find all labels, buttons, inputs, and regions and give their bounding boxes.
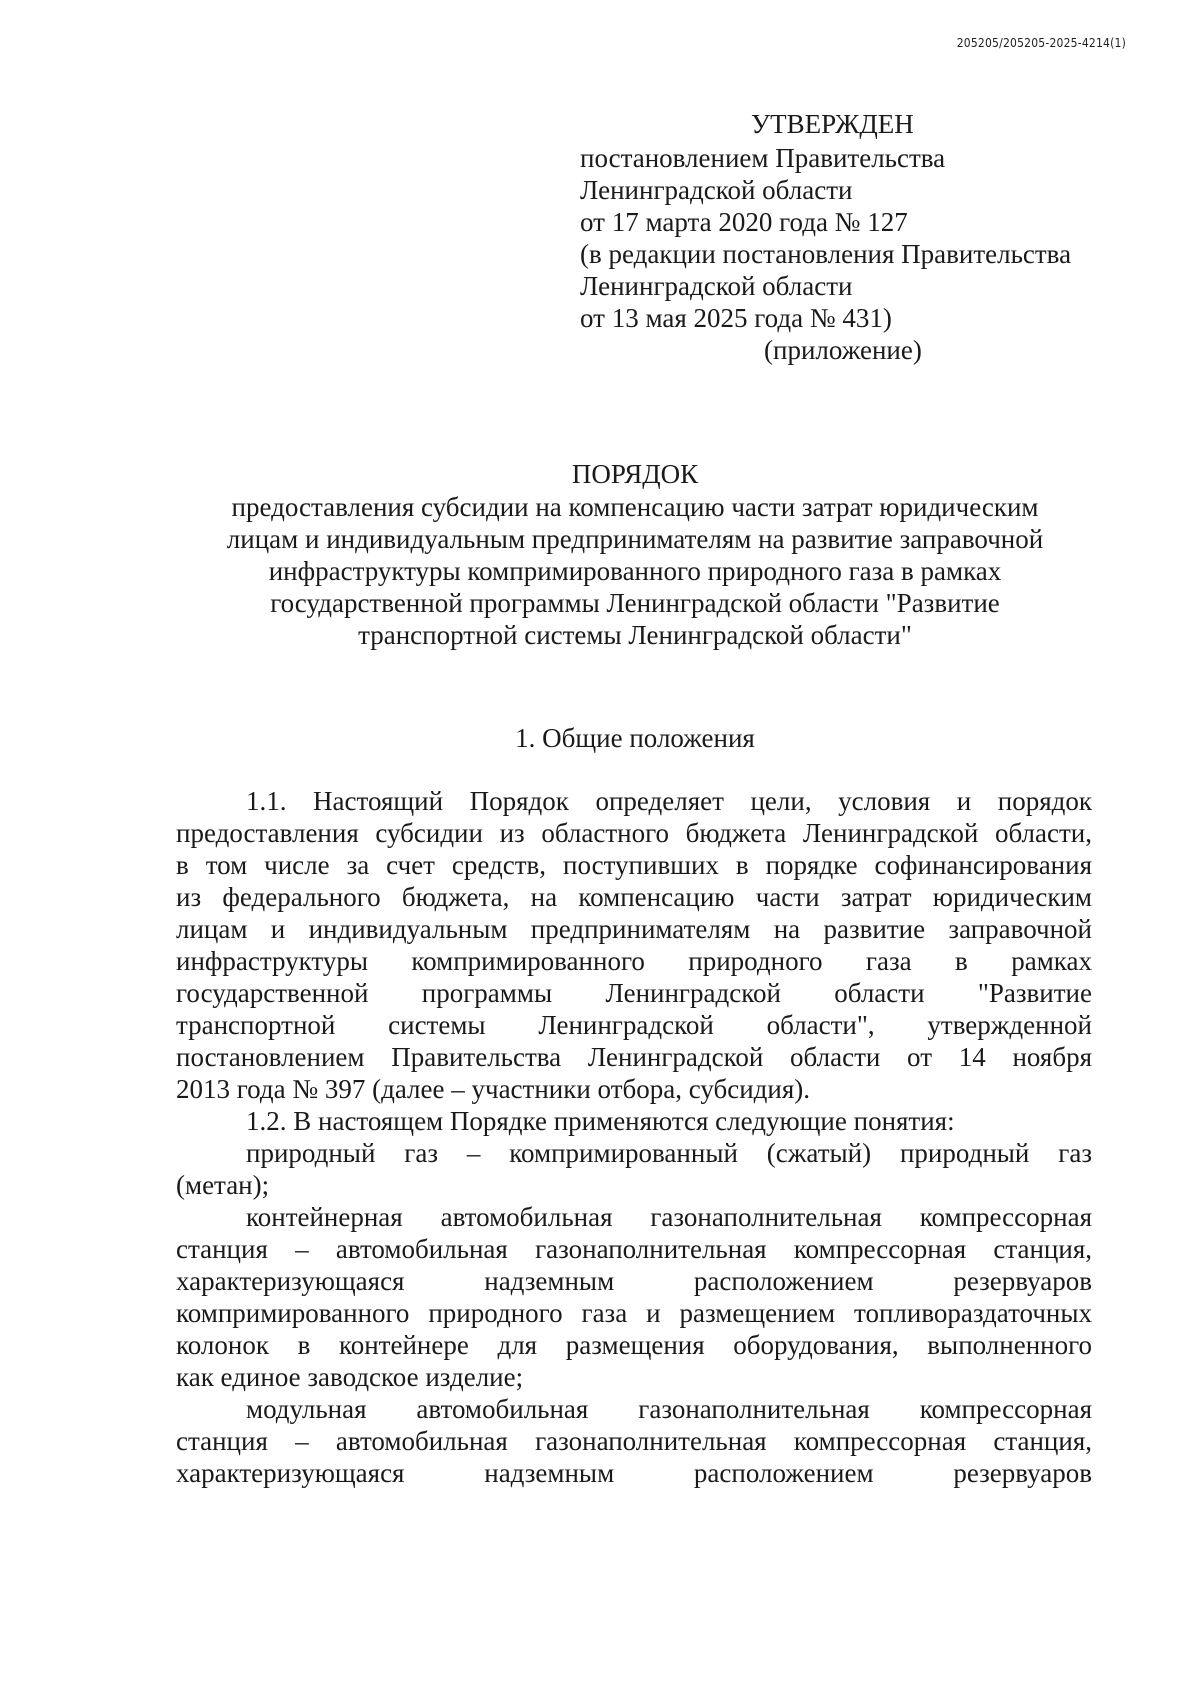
definition-modular-station xyxy=(176,1393,1092,1489)
text-line: как единое заводское изделие; xyxy=(176,1362,524,1392)
title-line: транспортной системы Ленинградской области" xyxy=(358,620,912,650)
title-line: лицам и индивидуальным предпринимателям на развитие заправочной xyxy=(226,524,1044,554)
text-line: из федерального бюджета, на компенсацию части затрат юридическим xyxy=(176,882,1092,912)
section-heading: 1. Общие положения xyxy=(515,723,755,753)
approval-line: (в редакции постановления Правительства xyxy=(580,239,1072,269)
text-line: 2013 года № 397 (далее – участники отбора, субсидия). xyxy=(176,1074,811,1104)
text-line: модульная автомобильная газонаполнительная компрессорная xyxy=(246,1394,1092,1424)
approval-line: от 17 марта 2020 года № 127 xyxy=(580,207,908,237)
approval-line: от 13 мая 2025 года № 431) xyxy=(580,303,892,333)
definition-natural-gas xyxy=(176,1137,1092,1201)
document-title xyxy=(175,458,1095,651)
approval-line: Ленинградской области xyxy=(580,175,853,205)
text-line: государственной программы Ленинградской области "Развитие xyxy=(176,978,1092,1008)
approval-line: Ленинградской области xyxy=(580,271,853,301)
text-line: 1.2. В настоящем Порядке применяются следующие понятия: xyxy=(246,1106,955,1136)
text-line: лицам и индивидуальным предпринимателям на развитие заправочной xyxy=(176,914,1092,944)
approval-line: постановлением Правительства xyxy=(580,143,946,173)
text-line: транспортной системы Ленинградской области", утвержденной xyxy=(176,1010,1092,1040)
clause-1-1 xyxy=(176,785,1092,1105)
text-line: контейнерная автомобильная газонаполнительная компрессорная xyxy=(246,1202,1092,1232)
document-id: 205205/205205-2025-4214(1) xyxy=(956,36,1126,50)
definition-container-station xyxy=(176,1201,1092,1393)
text-line: станция – автомобильная газонаполнительная компрессорная станция, xyxy=(176,1234,1092,1264)
title-line: предоставления субсидии на компенсацию части затрат юридическим xyxy=(231,492,1039,522)
title-line: государственной программы Ленинградской области "Развитие xyxy=(270,588,1000,618)
text-line: 1.1. Настоящий Порядок определяет цели, условия и порядок xyxy=(246,786,1092,816)
text-line: постановлением Правительства Ленинградской области от 14 ноября xyxy=(176,1042,1092,1072)
approval-title: УТВЕРЖДЕН xyxy=(751,109,914,139)
title-line: инфраструктуры компримированного природного газа в рамках xyxy=(268,556,1002,586)
text-line: предоставления субсидии из областного бюджета Ленинградской области, xyxy=(176,818,1092,848)
text-line: характеризующаяся надземным расположением резервуаров xyxy=(176,1458,1092,1488)
title-main: ПОРЯДОК xyxy=(571,459,699,489)
text-line: инфраструктуры компримированного природного газа в рамках xyxy=(176,946,1092,976)
text-line: колонок в контейнере для размещения оборудования, выполненного xyxy=(176,1330,1092,1360)
section-body xyxy=(176,785,1092,1489)
text-line: (метан); xyxy=(176,1170,270,1200)
text-line: характеризующаяся надземным расположением резервуаров xyxy=(176,1266,1092,1296)
text-line: компримированного природного газа и размещением топливораздаточных xyxy=(176,1298,1092,1328)
clause-1-2 xyxy=(176,1105,1092,1137)
text-line: в том числе за счет средств, поступивших в порядке софинансирования xyxy=(176,850,1092,880)
approval-stamp xyxy=(580,108,1120,366)
appendix-label: (приложение) xyxy=(764,335,922,365)
text-line: природный газ – компримированный (сжатый) природный газ xyxy=(246,1138,1092,1168)
text-line: станция – автомобильная газонаполнительная компрессорная станция, xyxy=(176,1426,1092,1456)
